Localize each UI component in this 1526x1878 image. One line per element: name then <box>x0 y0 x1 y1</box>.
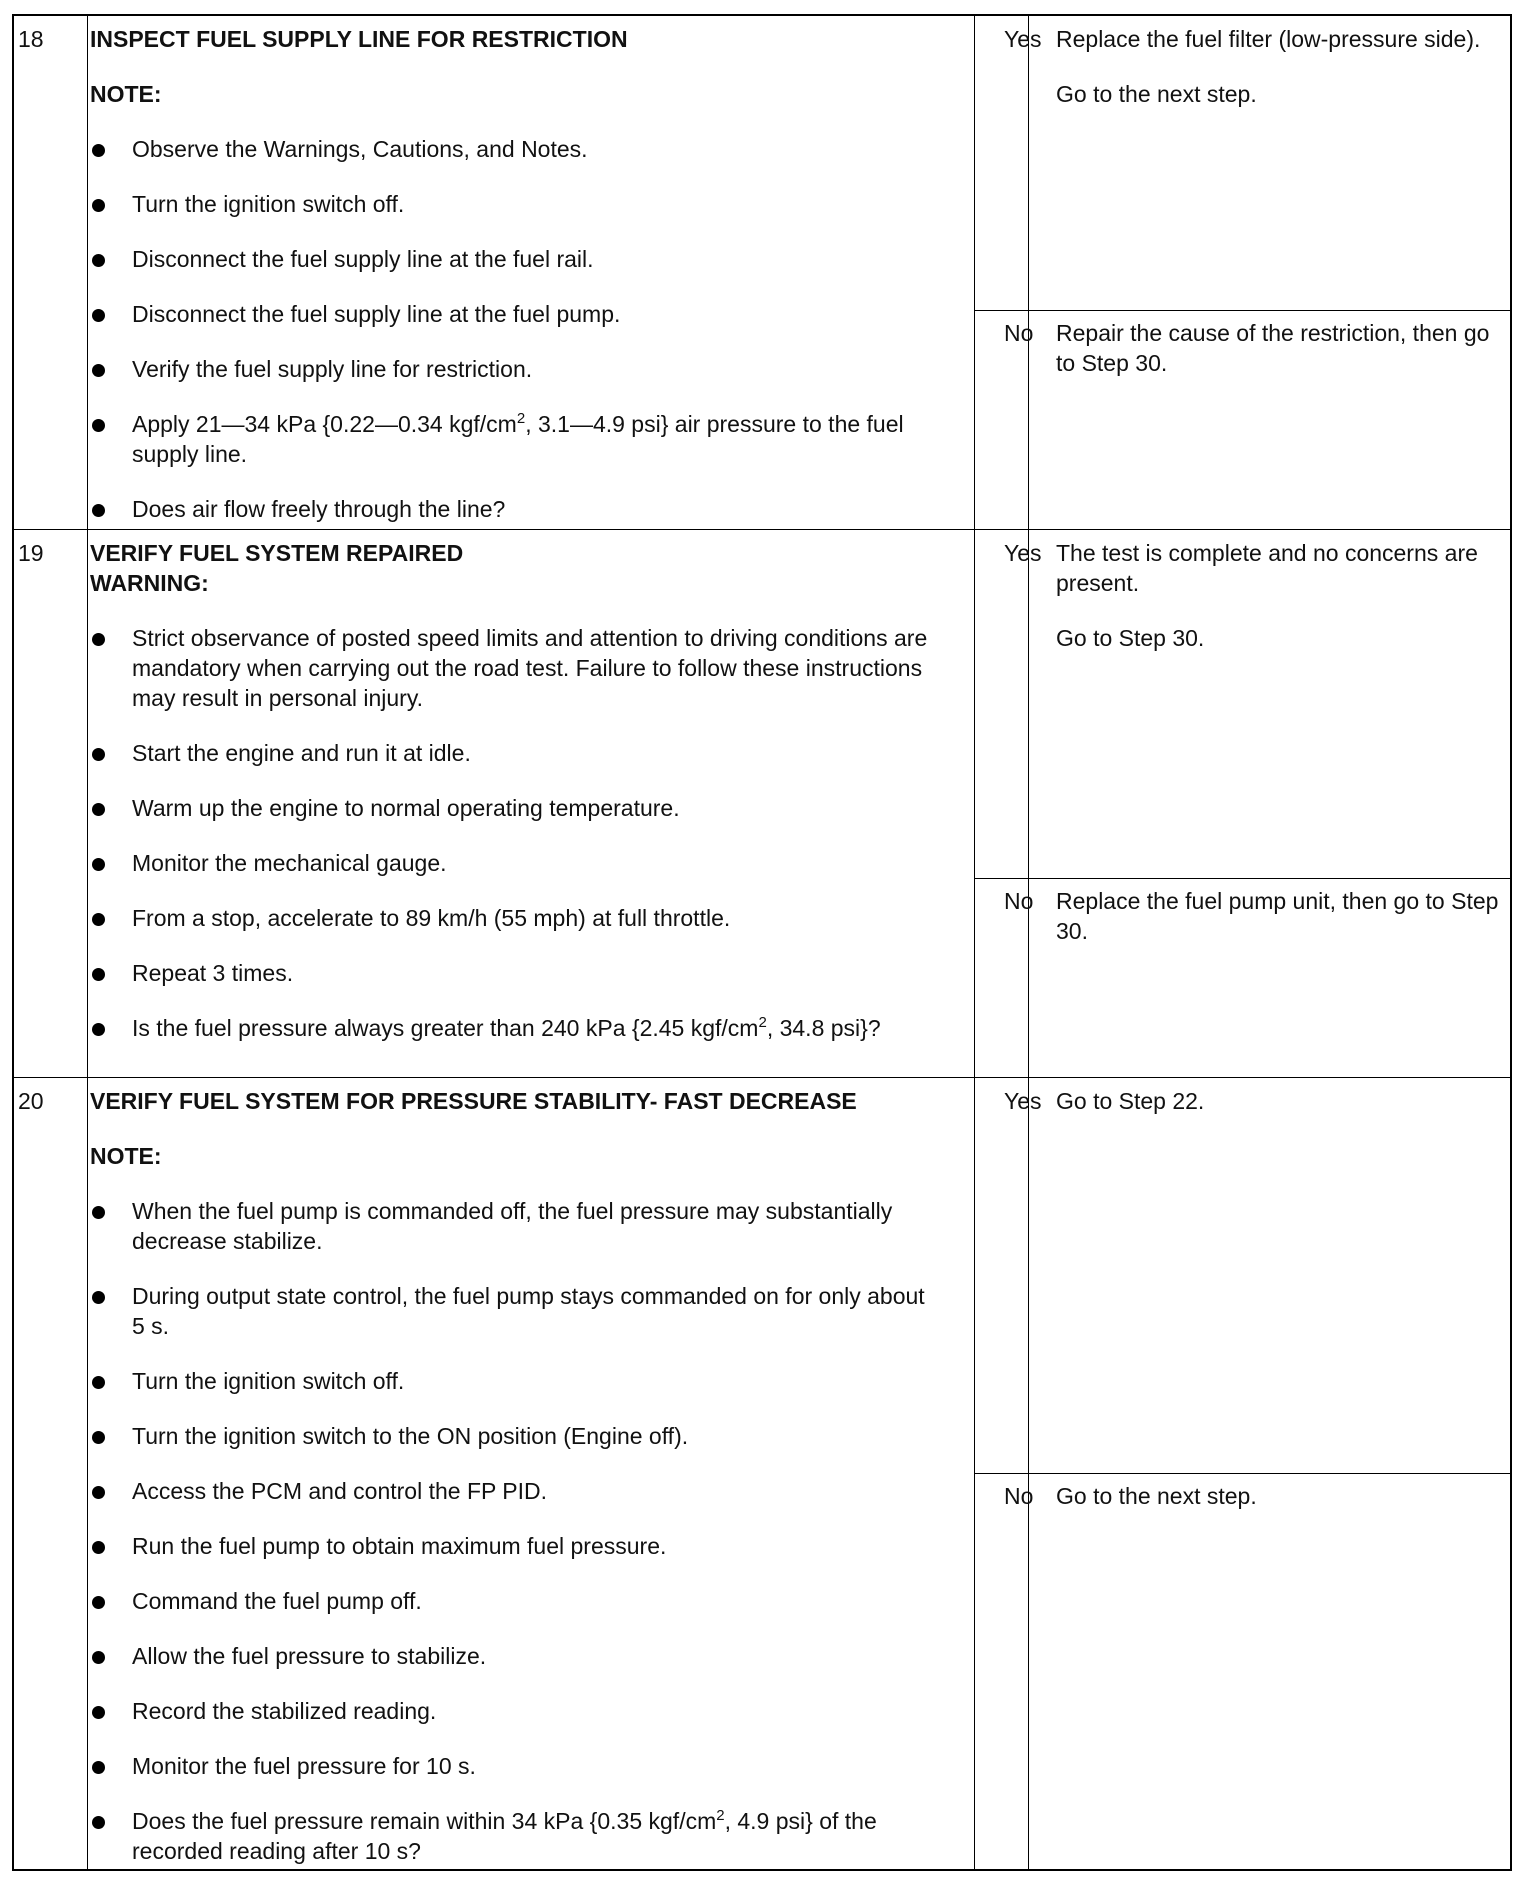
bullet-icon <box>92 1486 105 1499</box>
bullet-icon <box>92 504 105 517</box>
bullet-icon <box>92 1596 105 1609</box>
no-label: No <box>1004 1483 1034 1509</box>
yes-action: Go to Step 22. <box>1056 1088 1205 1114</box>
bullet-item: Start the engine and run it at idle. <box>132 738 962 768</box>
bullet-item: Record the stabilized reading. <box>132 1696 962 1726</box>
bullet-item: Monitor the mechanical gauge. <box>132 848 962 878</box>
bullet-item: Disconnect the fuel supply line at the fuel pump. <box>132 299 962 329</box>
bullet-icon <box>92 1541 105 1554</box>
bullet-icon <box>92 1206 105 1219</box>
bullet-item: Disconnect the fuel supply line at the fuel rail. <box>132 244 962 274</box>
no-label: No <box>1004 320 1034 346</box>
bullet-item: Warm up the engine to normal operating temperature. <box>132 793 962 823</box>
note-label: NOTE: <box>90 1143 162 1169</box>
bullet-item: Allow the fuel pressure to stabilize. <box>132 1641 962 1671</box>
bullet-item: Monitor the fuel pressure for 10 s. <box>132 1751 962 1781</box>
yes-no-divider <box>974 1473 1510 1474</box>
yes-action-next: Go to Step 30. <box>1056 625 1205 651</box>
bullet-item: When the fuel pump is commanded off, the fuel pressure may substantially decrease stabilize. <box>132 1196 932 1256</box>
bullet-item: From a stop, accelerate to 89 km/h (55 mph) at full throttle. <box>132 903 962 933</box>
bullet-item: Does air flow freely through the line? <box>132 494 962 524</box>
bullet-icon <box>92 858 105 871</box>
bullet-icon <box>92 1023 105 1036</box>
bullet-item: Is the fuel pressure always greater than 240 kPa {2.45 kgf/$cm^2$, 34.8 psi}? <box>132 1013 942 1043</box>
bullet-icon <box>92 254 105 267</box>
yes-label: Yes <box>1004 1088 1042 1114</box>
step-number: 20 <box>18 1088 44 1114</box>
row-divider <box>14 1077 1510 1078</box>
bullet-item: Verify the fuel supply line for restriction. <box>132 354 962 384</box>
bullet-icon <box>92 913 105 926</box>
bullet-item: Access the PCM and control the FP PID. <box>132 1476 962 1506</box>
bullet-icon <box>92 1291 105 1304</box>
bullet-item: During output state control, the fuel pump stays commanded on for only about 5 s. <box>132 1281 932 1341</box>
no-action: Repair the cause of the restriction, then go to Step 30. <box>1056 320 1490 376</box>
bullet-icon <box>92 1431 105 1444</box>
bullet-icon <box>92 968 105 981</box>
no-label: No <box>1004 888 1034 914</box>
bullet-icon <box>92 419 105 432</box>
bullet-item: Turn the ignition switch off. <box>132 1366 962 1396</box>
step-title: VERIFY FUEL SYSTEM REPAIRED <box>90 540 464 566</box>
bullet-item: Apply 21—34 kPa {0.22—0.34 kgf/$cm^2$, 3.1—4.9 psi} air pressure to the fuel supply line. <box>132 409 932 469</box>
bullet-item: Turn the ignition switch to the ON position (Engine off). <box>132 1421 962 1451</box>
bullet-icon <box>92 309 105 322</box>
yes-no-divider <box>974 310 1510 311</box>
bullet-item: Observe the Warnings, Cautions, and Notes. <box>132 134 962 164</box>
column-divider <box>87 16 88 1869</box>
bullet-item: Strict observance of posted speed limits and attention to driving conditions are mandatory when carrying out the road test. Failure to follow these instructions may result in personal injury. <box>132 623 932 713</box>
bullet-icon <box>92 199 105 212</box>
bullet-item: Run the fuel pump to obtain maximum fuel pressure. <box>132 1531 962 1561</box>
yes-no-divider <box>974 878 1510 879</box>
bullet-icon <box>92 1816 105 1829</box>
column-divider <box>974 16 975 1869</box>
bullet-icon <box>92 364 105 377</box>
bullet-icon <box>92 1761 105 1774</box>
bullet-icon <box>92 748 105 761</box>
diagnostic-table <box>12 14 1512 1871</box>
no-action: Replace the fuel pump unit, then go to Step 30. <box>1056 888 1499 944</box>
bullet-icon <box>92 144 105 157</box>
bullet-icon <box>92 1706 105 1719</box>
bullet-icon <box>92 1376 105 1389</box>
row-divider <box>14 529 1510 530</box>
bullet-icon <box>92 803 105 816</box>
step-number: 18 <box>18 26 44 52</box>
bullet-icon <box>92 1651 105 1664</box>
no-action: Go to the next step. <box>1056 1483 1257 1509</box>
yes-action-next: Go to the next step. <box>1056 81 1257 107</box>
bullet-item: Turn the ignition switch off. <box>132 189 962 219</box>
step-number: 19 <box>18 540 44 566</box>
warning-label: WARNING: <box>90 570 209 596</box>
yes-label: Yes <box>1004 26 1042 52</box>
yes-action: Replace the fuel filter (low-pressure side). <box>1056 26 1481 52</box>
step-title: INSPECT FUEL SUPPLY LINE FOR RESTRICTION <box>90 26 628 52</box>
bullet-item: Does the fuel pressure remain within 34 kPa {0.35 kgf/$cm^2$, 4.9 psi} of the recorded reading after 10 s? <box>132 1806 932 1866</box>
note-label: NOTE: <box>90 81 162 107</box>
yes-label: Yes <box>1004 540 1042 566</box>
bullet-item: Repeat 3 times. <box>132 958 962 988</box>
bullet-item: Command the fuel pump off. <box>132 1586 962 1616</box>
bullet-icon <box>92 633 105 646</box>
column-divider <box>1028 16 1029 1869</box>
yes-action: The test is complete and no concerns are present. <box>1056 540 1478 596</box>
step-title: VERIFY FUEL SYSTEM FOR PRESSURE STABILITY- FAST DECREASE <box>90 1088 857 1114</box>
